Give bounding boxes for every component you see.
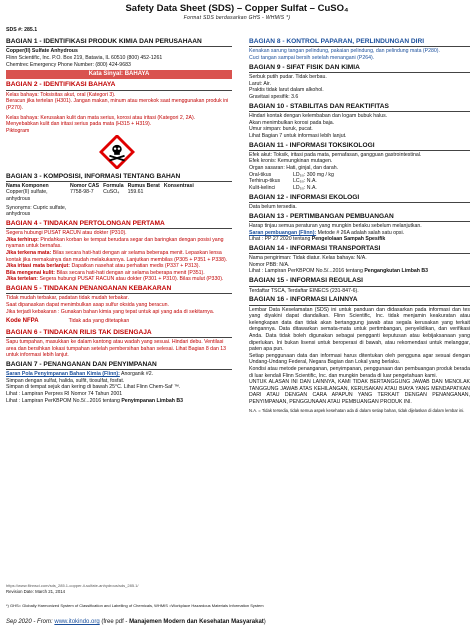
divider [6, 369, 232, 370]
company-address: Flinn Scientific, Inc. P.O. Box 219, Batavia, IL 60510 (800) 452-1261 [6, 55, 163, 62]
hazard-class-2: Kelas bahaya: Kerusakan kulit dan mata serius, korosi atau iritasi (Kategori 2, 2A). [6, 114, 196, 121]
col-header: Konsentrasi [163, 182, 194, 189]
disposal-ref [249, 236, 470, 243]
right-column [249, 36, 470, 413]
storage-ref-bold: Penyimpanan Limbah B3 [121, 397, 184, 404]
divider [6, 228, 232, 229]
transport-ref [249, 268, 470, 275]
section-13 [249, 213, 470, 243]
section-3 [6, 173, 232, 218]
first-aid-text: Bilas secara hati-hati dengan air selama beberapa menit (P351). [56, 269, 205, 276]
storage-ref-prefix: Lihat : Lampiran PerKBPOM No.5/...2016 tentang [6, 397, 122, 404]
section-6 [6, 329, 232, 359]
section-2-heading: BAGIAN 2 - IDENTIFIKASI BAHAYA [6, 81, 116, 89]
fire-line: Saat dipanaskan dapat menimbulkan asap sulfur oksida yang beracun. [6, 302, 169, 309]
first-aid-item [6, 270, 232, 277]
col-header: Formula [103, 182, 124, 189]
other-info-paragraph: Lembar Data Keselamatan (SDS) ini untuk panduan dan didasarkan pada informasi dan tes yang diyakini dapat diandalkan. Flinn Scientific, Inc. tidak menjamin keakuratan atau kelengkapan data dan tidak akan bertanggung jawab atas segala kerusakan yang terkait dengannya. Data ditawarkan semata-mata untuk pertimbangan, penyelidikan, dan verifikasi Anda. Data tidak boleh digunakan sebagai pengganti keputusan atau kebijaksanaan yang diperlukan. Ini bukan lisensi untuk beroperasi di bawah, atau rekomendasi untuk melanggar, paten apa pun. [249, 306, 470, 353]
disposal-link[interactable]: Saran pembuangan (Flinn): [249, 229, 317, 236]
section-4-heading: BAGIAN 4 - TINDAKAN PERTOLONGAN PERTAMA [6, 219, 165, 227]
section-16 [249, 296, 470, 412]
table-cell: 159.61 [127, 189, 144, 196]
col-header: Rumus Berat [127, 182, 160, 189]
divider [249, 111, 470, 112]
tox-value: LD₅₀: 300 mg / kg [293, 171, 334, 178]
credit-prefix: Sep 2020 - From: [6, 619, 55, 625]
section-9-heading: BAGIAN 9 - SIFAT FISIK DAN KIMIA [249, 63, 360, 71]
storage-line: Simpan di tempat sejuk dan kering di bawah 25°C. Lihat Flinn Chem-Saf ™. [6, 384, 181, 391]
transport-ref-prefix: Lihat : Lampiran PerKBPOM No.5/...2016 tentang [249, 268, 365, 275]
tox-key: Oral-tikus [249, 171, 272, 178]
section-6-heading: BAGIAN 6 - TINDAKAN RILIS TAK DISENGAJA [6, 328, 152, 336]
hazard-statement-1: Beracun jika tertelan (H301). Jangan makan, minum atau merokok saat menggunakan produk ini (P270). [6, 98, 229, 111]
section-8-heading: BAGIAN 8 - KONTROL PAPARAN, PERLINDUNGAN DIRI [249, 38, 425, 46]
section-10 [249, 103, 470, 140]
divider [249, 202, 470, 203]
divider [6, 181, 232, 182]
pictogram-label: Piktogram [6, 127, 30, 134]
composition-table [6, 183, 198, 203]
first-aid-label: Jika iritasi mata berlanjut: [6, 263, 71, 270]
section-5-heading: BAGIAN 5 - TINDAKAN PENANGANAN KEBAKARAN [6, 285, 172, 293]
stability-line: Akan menimbulkan korosi pada baja. [249, 119, 335, 126]
divider [249, 150, 470, 151]
nfpa-value: Tidak ada yang ditetapkan [68, 318, 130, 325]
divider [249, 305, 470, 306]
tox-line: Efek kronis: Kemungkinan mutagen. [249, 158, 333, 165]
section-15 [249, 277, 470, 294]
first-aid-text: Segera hubungi PUSAT RACUN atau dokter (P301 + P310). Bilas mulut (P330). [39, 276, 224, 283]
credit-link[interactable]: www.itokindo.org [54, 619, 100, 625]
stability-line: Umur simpan: buruk, pucat. [249, 126, 313, 133]
tox-key: Kulit-kelinci [249, 184, 276, 191]
property-line: Gravitasi spesifik: 3.6 [249, 93, 299, 100]
disposal-ref-bold: Pengelolaan Sampah Spesifik [311, 236, 386, 243]
disposal-suggestion [249, 230, 470, 237]
emergency-phone: Chemtrec Emergency Phone Number: (800) 424-9683 [6, 61, 131, 68]
divider [249, 286, 470, 287]
nfpa-row [6, 318, 232, 326]
release-text: Sapu tumpahan, masukkan ke dalam kantong atau wadah yang sesuai. Hindari debu. Ventilasi area dan bersihkan lokasi tumpahan setelah pembersihan bahan selesai. Lihat Bagian 8 dan 13 untuk informasi lebih lanjut. [6, 338, 227, 359]
ghs-footnote: *) GHS= Globally Harmonized System of Classification and Labelling of Chemicals, WHMIS =Workplace Hazardous Materials Information System [6, 603, 264, 608]
section-1-heading: BAGIAN 1 - IDENTIFIKASI PRODUK KIMIA DAN PERUSAHAAN [6, 38, 202, 46]
first-aid-item [6, 263, 232, 270]
section-2 [6, 81, 232, 170]
section-3-heading: BAGIAN 3 - KOMPOSISI, INFORMASI TENTANG BAHAN [6, 172, 181, 180]
ppe-line: Cuci tangan sampai bersih setelah menangani (P264). [249, 55, 375, 62]
section-7-heading: BAGIAN 7 - PENANGANAN DAN PENYIMPANAN [6, 360, 157, 368]
divider [6, 90, 232, 91]
first-aid-text: Dapatkan nasehat atau perhatian medis (P337 + P313). [71, 263, 200, 270]
section-1 [6, 38, 232, 79]
hazard-statement-2: Menyebabkan kulit dan iritasi serius pada mata (H315 + H319). [6, 121, 152, 128]
divider [249, 46, 470, 47]
table-cell [164, 189, 198, 202]
section-9 [249, 64, 470, 101]
section-8 [249, 38, 470, 61]
stability-line: Lihat Bagian 7 untuk informasi lebih lanjut. [249, 132, 347, 139]
tox-line: Organ sasaran: Hati, ginjal, dan darah. [249, 165, 339, 172]
storage-link-tail: Anorganik #2. [119, 371, 154, 378]
stability-line: Hindari kontak dengan kelembaban dan logam bubuk halus. [249, 113, 388, 120]
na-note: N.A. = Tidak tersedia, tidak semua aspek kesehatan ada di dalam setiap bahan, tidak dijelaskan di dalam lembar ini. [249, 407, 465, 413]
section-16-heading: BAGIAN 16 - INFORMASI LAINNYA [249, 296, 358, 304]
transport-ref-bold: Pengangkutan Limbah B3 [364, 268, 429, 275]
credit-end: ) [263, 619, 266, 625]
hazard-class-1: Kelas bahaya: Toksisitas akut, oral (Kategori 3). [6, 91, 116, 98]
first-aid-intro: Segera hubungi PUSAT RACUN atau dokter (P310). [6, 230, 127, 237]
tox-line: Efek akut: Toksik, iritasi pada mata, pernafasan, gangguan gastrointestinal. [249, 151, 422, 158]
table-cell: CuSO₄ [103, 189, 120, 196]
disposal-ref-prefix: Lihat : PP 27 2020 tentang [249, 236, 312, 243]
divider [249, 221, 470, 222]
first-aid-label: Bila mengenai kulit: [6, 269, 56, 276]
first-aid-item [6, 237, 232, 250]
storage-pattern [6, 371, 232, 378]
left-column [6, 36, 232, 404]
credit-mid: (free pdf - [99, 619, 130, 625]
section-13-heading: BAGIAN 13 - PERTIMBANGAN PEMBUANGAN [249, 212, 394, 220]
first-aid-item [6, 250, 232, 263]
product-name: Copper(II) Sulfate Anhydrous [6, 48, 78, 55]
transport-line: Nomor PBB: N/A. [249, 261, 290, 268]
revision-date: Revision Date: March 21, 2014 [6, 589, 65, 594]
first-aid-label: Jika tertelan: [6, 276, 39, 283]
table-cell: Copper(II) sulfate, anhydrous [6, 189, 48, 202]
transport-line: Nama pengiriman: Tidak diatur. Kelas bahaya: N/A. [249, 255, 367, 262]
ppe-line: Kenakan sarung tangan pelindung, pakaian pelindung, dan pelindung mata (P280). [249, 48, 440, 55]
divider [6, 293, 232, 294]
storage-line: Lihat : Lampiran Perpres RI Nomor 74 Tahun 2001 [6, 390, 123, 397]
section-14 [249, 245, 470, 275]
tox-key: Terhirup-tikus [249, 178, 281, 185]
other-info-paragraph: Setiap penggunaan data dan informasi harus ditentukan oleh pengguna agar sesuai dengan Undang-Undang Federal, Negara Bagian dan Lokal yang berlaku. [249, 352, 470, 366]
section-12-heading: BAGIAN 12 - INFORMASI EKOLOGI [249, 193, 360, 201]
first-aid-item [6, 276, 232, 283]
other-info-paragraph: UNTUK ALASAN INI DAN LAINNYA, KAMI TIDAK BERTANGGUNG JAWAB DAN MENOLAK TANGGUNG JAWAB ATAS KEHILANGAN, KERUSAKAN ATAU BIAYA YANG MENDAPATKAN DARI ATAU DENGAN CARA APAPUN YANG TERKAIT DENGAN PENANGANAN, PENYIMPANAN, PENGGUNAAN ATAU PEMBUANGAN PRODUK INI. [249, 379, 470, 405]
col-header: Nomor CAS [70, 182, 100, 189]
disposal-text: Harap tinjau semua peraturan yang mungkin berlaku sebelum melanjutkan. [249, 223, 422, 229]
sds-number: SDS #: 285.1 [6, 27, 38, 33]
storage-link[interactable]: Saran Pola Penyimpanan Bahan Kimia (Flinn): [6, 371, 120, 378]
section-15-heading: BAGIAN 15 - INFORMASI REGULASI [249, 277, 363, 285]
divider [6, 337, 232, 338]
first-aid-label: Jika terhirup: [6, 236, 39, 243]
credit-bold: Manajemen Modern dan Kesehatan Masyarakat [129, 619, 264, 625]
pictogram-area [6, 134, 232, 170]
disposal-link-tail: Metode # 26A adalah salah satu opsi. [316, 229, 405, 236]
property-line: Larut: Air. [249, 80, 271, 87]
section-12 [249, 194, 470, 211]
other-info-paragraph: Kondisi atau metode penanganan, penyimpanan, penggunaan dan pembuangan produk berada di luar kendali Flinn Scientific, Inc. dan mungkin berada di luar pengetahuan kami. [249, 365, 470, 379]
bottom-credit [6, 619, 266, 625]
first-aid-text: Bilas secara hati-hati dengan air selama beberapa menit. Lepaskan lensa kontak jika memakainya dan mudah melakukannya. Lanjutkan membilas (P305 + P351 + P338). [6, 250, 228, 263]
col-header: Nama Komponen [6, 182, 49, 189]
section-11 [249, 142, 470, 192]
storage-ref [6, 398, 232, 405]
property-line: Praktis tidak larut dalam alkohol. [249, 87, 324, 94]
first-aid-text: Pindahkan korban ke tempat berudara segar dan baringkan dengan posisi yang nyaman untuk bernafas. [6, 236, 224, 250]
section-10-heading: BAGIAN 10 - STABILITAS DAN REAKTIFITAS [249, 102, 389, 110]
storage-line: Simpan dengan sulfat, halida, sulfit, tiosulfat, fosfat. [6, 377, 125, 384]
section-11-heading: BAGIAN 11 - INFORMASI TOKSIKOLOGI [249, 141, 375, 149]
section-5 [6, 285, 232, 326]
property-line: Serbuk putih pudar. Tidak berbau. [249, 74, 327, 81]
section-7 [6, 361, 232, 404]
first-aid-label: Jika terkena mata: [6, 250, 52, 257]
regulatory-text: Terdaftar TSCA, Terdaftar EINECS (231-847-6). [249, 287, 359, 294]
nfpa-label: Kode NFPA [6, 318, 39, 325]
divider [249, 253, 470, 254]
page-title: Safety Data Sheet (SDS) – Copper Sulfat – CuSO₄ [125, 3, 349, 14]
divider [6, 46, 232, 47]
page-subtitle: Format SDS berdasarkan GHS - WHMIS *) [183, 15, 291, 21]
tox-value: LD₅₀: N.A. [293, 184, 317, 191]
signal-word-bar: Kata Sinyal: BAHAYA [6, 70, 232, 79]
synonyms: Synonyms: Cupric sulfate, anhydrous [6, 204, 67, 218]
source-url[interactable]: https://www.flinnsci.com/sds_285.1-copper-ii-sulfate-anhydrous/sds_285.1/ [6, 583, 139, 588]
skull-crossbones-icon [99, 135, 135, 169]
fire-line: Tidak mudah terbakar, padatan tidak mudah terbakar. [6, 295, 129, 302]
tox-table [249, 172, 338, 192]
divider [249, 72, 470, 73]
eco-text: Data belum tersedia. [249, 203, 297, 210]
fire-line: Jika terjadi kebakaran : Gunakan bahan kimia yang tepat untuk api yang ada di sekitarnya. [6, 308, 215, 315]
tox-value: LC₅₀: N.A. [293, 178, 317, 185]
section-4 [6, 220, 232, 283]
section-14-heading: BAGIAN 14 - INFORMASI TRANSPORTASI [249, 244, 381, 252]
table-cell: 7758-98-7 [70, 189, 94, 196]
